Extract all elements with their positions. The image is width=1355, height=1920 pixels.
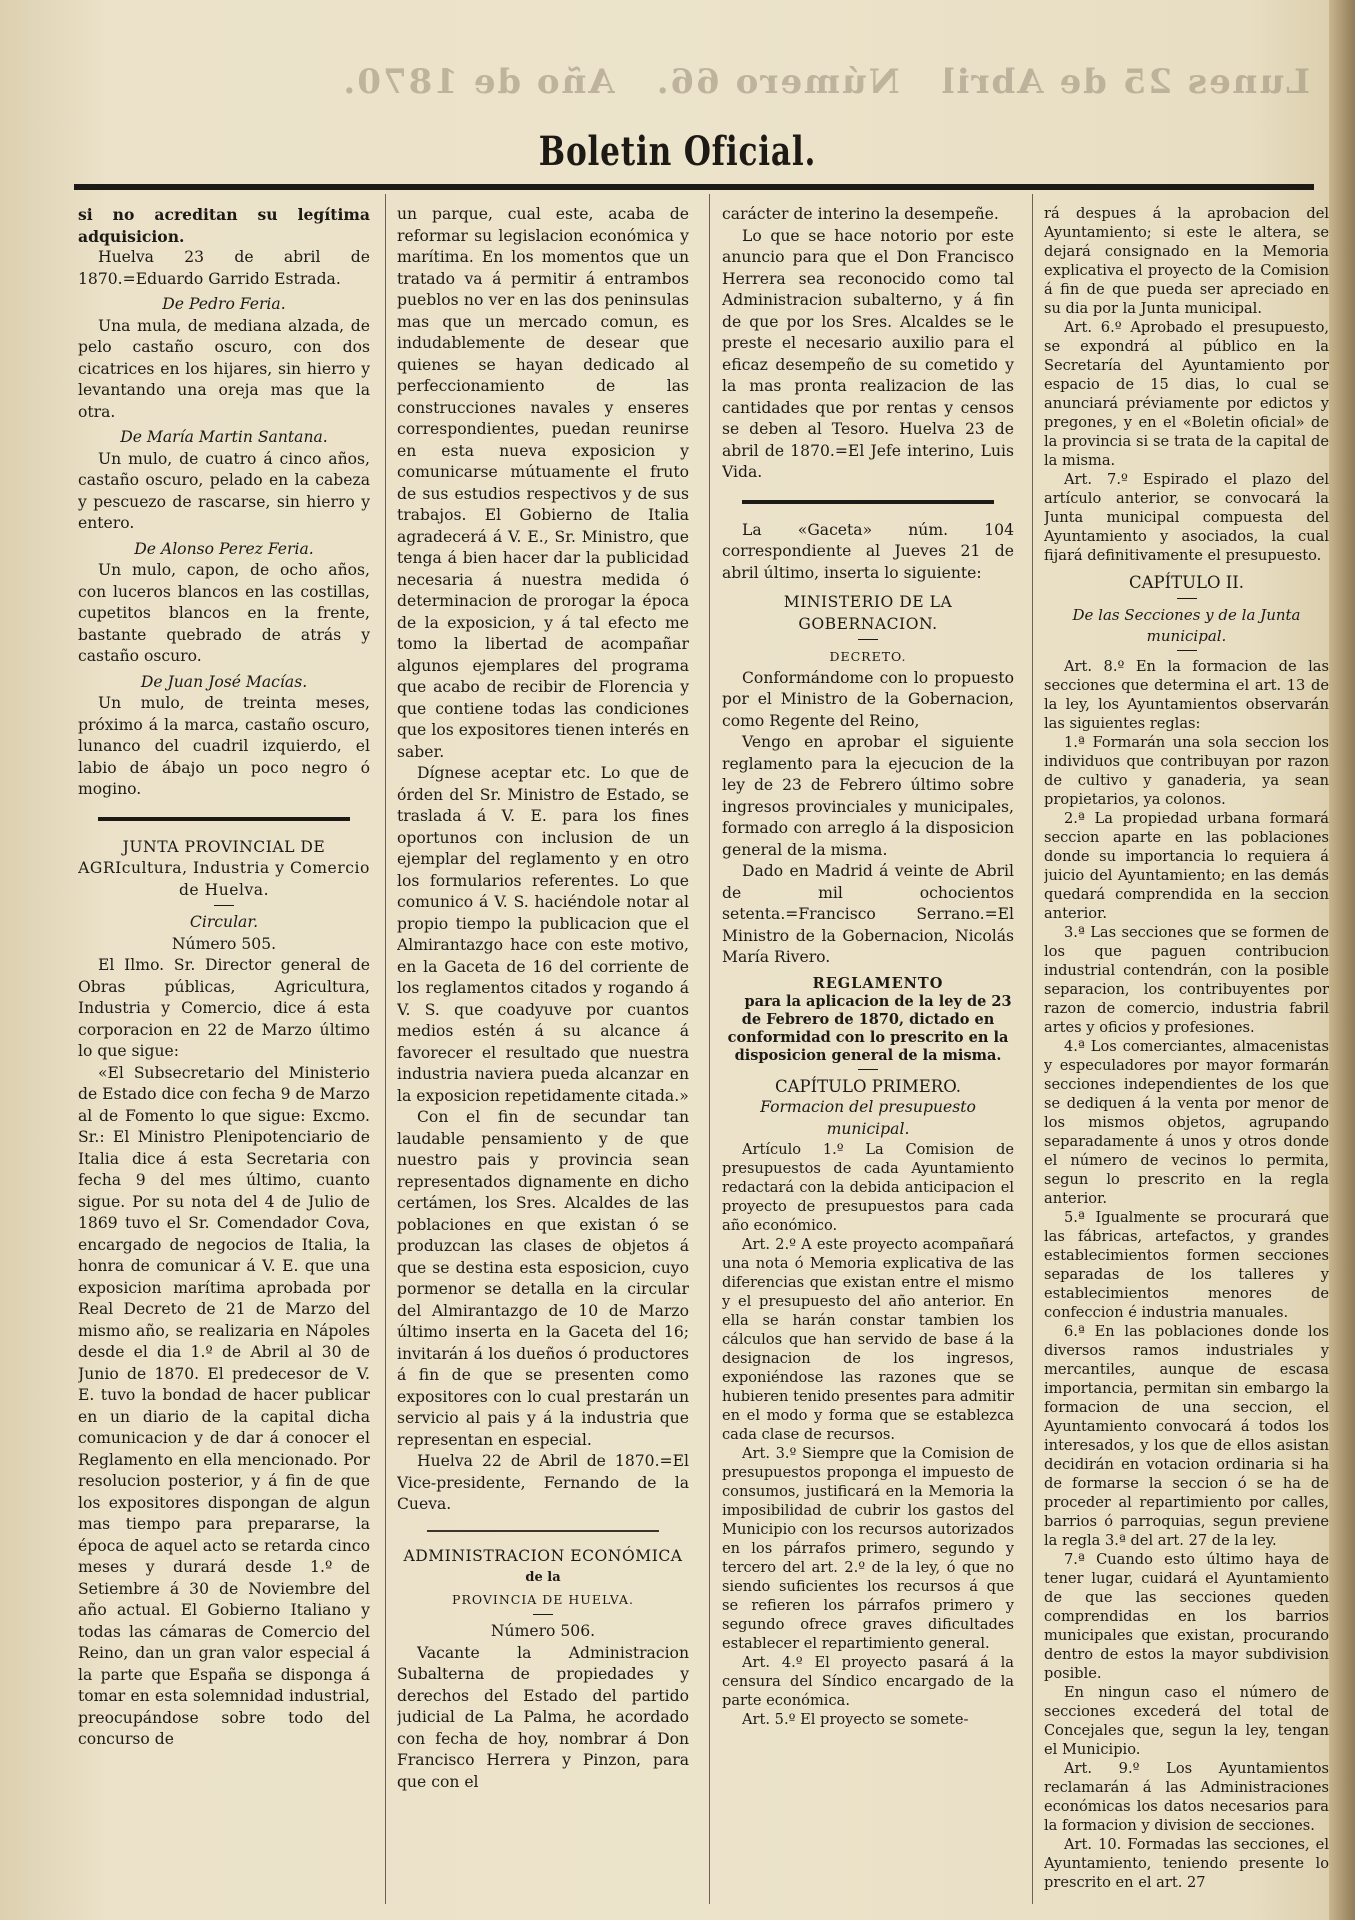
owner-heading: De Juan José Macías. bbox=[140, 672, 308, 691]
bleed-through-header bbox=[341, 62, 1310, 106]
paragraph: Conformándome con lo propuesto por el Ministro de la Gobernacion, como Regente del Reino, bbox=[722, 668, 1014, 730]
article: Art. 6.º Aprobado el presupuesto, se expondrá al público en la Secretaría del Ayuntamiento por espacio de 15 dias, lo cual se anunciará préviamente por edictos y pregones, y en el «Boletin oficial» de la provincia si se trata de la capital de la misma. bbox=[1044, 319, 1329, 469]
dash-divider bbox=[1177, 650, 1197, 651]
header-date: Lunes 25 de Abril bbox=[939, 62, 1310, 102]
book-spine bbox=[1329, 0, 1355, 1920]
column-1 bbox=[78, 204, 370, 1910]
rule-item: 5.ª Igualmente se procurará que las fábricas, artefactos, y grandes establecimientos formen secciones separadas de los talleres y establecimientos menores de confeccion é industria manuales. bbox=[1044, 1209, 1329, 1322]
document-number: Número 505. bbox=[171, 934, 277, 953]
header-number: Número 66. bbox=[654, 62, 900, 102]
paragraph: rá despues á la aprobacion del Ayuntamiento; si este le altera, se dejará consignado en la Memoria explicativa el proyecto de la Comision á fin de que pueda ser apreciado en su dia por la Junta municipal. bbox=[1044, 205, 1329, 317]
subheading: Circular. bbox=[189, 913, 259, 931]
section-rule bbox=[742, 500, 994, 504]
rule-item: 4.ª Los comerciantes, almacenistas y especuladores por mayor formarán secciones independientes de los que se dediquen á la venta por menor de los mismos objetos, agrupando separadamente á unos y otros donde el número de vecinos lo permita, segun lo prescrito en la regla anterior. bbox=[1044, 1038, 1329, 1208]
section-heading-de: de la bbox=[525, 1570, 561, 1585]
dash-divider bbox=[858, 1069, 878, 1070]
paragraph: un parque, cual este, acaba de reformar su legislacion económica y marítima. En los momentos que un tratado va á permitir á entrambos pueblos no ver en las dos peninsulas mas que un mercado comun, es indudablemente de desear que quienes se hayan dedicado al perfeccionamiento de las construcciones navales y enseres correspondientes, puedan reunirse en esta nueva exposicion y comunicarse mútuamente el fruto de sus estudios respectivos y de sus trabajos. El Gobierno de Italia agradecerá á V. E., Sr. Ministro, que tenga á bien hacer dar la publicidad necesaria á nuestra medida ó determinacion de prorogar la época de la exposicion, y á tal efecto me tomo la libertad de acompañar algunos ejemplares del programa que acabo de recibir de Florencia y que contiene todas las condiciones que los expositores tienen interés en saber. bbox=[397, 205, 689, 761]
article: Art. 2.º A este proyecto acompañará una nota ó Memoria explicativa de las diferencias que existan entre el mismo y el presupuesto del año anterior. En ella se harán constar tambien los cálculos que han servido de base á la designacion de los ingresos, exponiéndose las razones que se hubieren tenido presentes para admitir en el modo y forma que se establezca cada clase de recursos. bbox=[722, 1236, 1014, 1443]
paragraph: Con el fin de secundar tan laudable pensamiento y de que nuestro pais y provincia sean representados dignamente en dicho certámen, los Sres. Alcaldes de las poblaciones en que existan ó se produzcan las clases de objetos á que se destina esta esposicion, cuyo pormenor se detalla en la circular del Almirantazgo de 10 de Marzo último inserta en la Gaceta del 16; invitarán á los dueños ó productores á fin de que se presenten como expositores con lo cual prestarán un servicio al pais y á la industria que representan en especial. bbox=[397, 1108, 689, 1449]
rule-item: 7.ª Cuando esto último haya de tener lugar, cuidará el Ayuntamiento de que las secciones queden comprendidas en los barrios municipales que existan, procurando dentro de estos la mayor subdivision posible. bbox=[1044, 1551, 1329, 1683]
paragraph: El Ilmo. Sr. Director general de Obras públicas, Agricultura, Industria y Comercio, dice á esta corporacion en 22 de Marzo último lo que sigue: bbox=[78, 956, 370, 1060]
subheading: DECRETO. bbox=[829, 649, 907, 664]
section-heading: MINISTERIO DE LA GOBERNACION. bbox=[783, 593, 953, 633]
rule-item: 1.ª Formarán una sola seccion los individuos que contribuyan por razon de cultivo y ganaderia, ya sean propietarios, ya colonos. bbox=[1044, 734, 1329, 809]
paragraph: Un mulo, de treinta meses, próximo á la marca, castaño oscuro, lunanco del cuadril izquierdo, el labio de ábajo un poco negro ó mogino. bbox=[78, 694, 370, 798]
chapter-subtitle: De las Secciones y de la Junta municipal. bbox=[1072, 605, 1301, 645]
paragraph: Un mulo, de cuatro á cinco años, castaño oscuro, pelado en la cabeza y pescuezo de rascarse, sin hierro y entero. bbox=[78, 449, 370, 532]
column-divider bbox=[385, 194, 386, 1904]
owner-heading: De Pedro Feria. bbox=[162, 295, 286, 313]
section-heading: ADMINISTRACION ECONÓMICA bbox=[403, 1546, 683, 1565]
dash-divider bbox=[214, 905, 234, 906]
paragraph: «El Subsecretario del Ministerio de Estado dice con fecha 9 de Marzo al de Fomento lo que sigue: Excmo. Sr.: El Ministro Plenipotenciario de Italia dice á esta Secretaria con fecha 9 del mes último, cuanto sigue. Por su nota del 4 de Julio de 1869 tuvo el Sr. Comendador Cova, encargado de negocios de Italia, la honra de comunicar á V. E. que una exposicion marítima aprobada por Real Decreto de 21 de Marzo del mismo año, se realizaria en Nápoles desde el dia 1.º de Abril al 30 de Junio de 1870. El predecesor de V. E. tuvo la bondad de hacer publicar en un diario de la capital dicha comunicacion y de dar á conocer el Reglamento en ella mencionado. Por resolucion posterior, y á fin de que los expositores dispongan de algun mas tiempo para prepararse, la época de aquel acto se retarda cinco meses y durará desde 1.º de Setiembre á 30 de Noviembre del año actual. El Gobierno Italiano y todas las cámaras de Comercio del Reino, dan un gran valor especial á la parte que España se disponga á tomar en esta solemnidad industrial, preocupándose sobre todo del concurso de bbox=[78, 1063, 370, 1748]
column-divider bbox=[1032, 194, 1033, 1904]
chapter-subtitle: Formacion del presupuesto municipal. bbox=[760, 1098, 976, 1138]
article: Art. 5.º El proyecto se somete- bbox=[742, 1711, 969, 1728]
article: Art. 4.º El proyecto pasará á la censura del Síndico encargado de la parte económica. bbox=[722, 1654, 1014, 1709]
regulation-subtitle: para la aplicacion de la ley de 23 de Febrero de 1870, dictado en conformidad con lo prescrito en la disposicion general de la misma. bbox=[727, 992, 1012, 1064]
paragraph: Dado en Madrid á veinte de Abril de mil ochocientos setenta.=Francisco Serrano.=El Ministro de la Gobernacion, Nicolás María Rivero. bbox=[722, 862, 1014, 966]
article: Art. 3.º Siempre que la Comision de presupuestos proponga el impuesto de consumos, justificará en la Memoria la imposibilidad de cubrir los gastos del Municipio con los recursos autorizados en los párrafos primero, segundo y tercero del art. 2.º de la ley, ó que no siendo suficientes los recursos á que se refieren los párrafos primero y segundo ofrece graves dificultades establecer el repartimiento general. bbox=[722, 1445, 1014, 1652]
document-number: Número 506. bbox=[490, 1622, 596, 1640]
dash-divider bbox=[533, 1614, 553, 1615]
paragraph: Un mulo, capon, de ocho años, con luceros blancos en las costillas, cupetitos blancos en la frente, bastante quebrado de atrás y castaño oscuro. bbox=[78, 561, 370, 665]
masthead-rule bbox=[74, 184, 1314, 190]
section-heading: JUNTA PROVINCIAL DE AGRIcultura, Industria y Comercio de Huelva. bbox=[78, 837, 370, 899]
chapter-heading: CAPÍTULO PRIMERO. bbox=[774, 1076, 961, 1096]
paragraph: Vacante la Administracion Subalterna de propiedades y derechos del Estado del partido judicial de La Palma, he acordado con fecha de hoy, nombrar á Don Francisco Herrera y Pinzon, para que con el bbox=[397, 1643, 689, 1791]
section-heading-province: PROVINCIA DE HUELVA. bbox=[452, 1591, 634, 1607]
paragraph: Vengo en aprobar el siguiente reglamento para la ejecucion de la ley de 23 de Febrero último sobre ingresos provinciales y municipales, formado con arreglo á la disposicion general de la misma. bbox=[722, 733, 1014, 859]
column-4 bbox=[1044, 204, 1329, 1910]
page-title: Boletin Oficial. bbox=[538, 128, 817, 175]
article: Art. 9.º Los Ayuntamientos reclamarán á las Administraciones económicas los datos necesarios para la formacion y division de secciones. bbox=[1044, 1760, 1329, 1835]
paragraph: Lo que se hace notorio por este anuncio para que el Don Francisco Herrera sea reconocido como tal Administracion subalterno, y á fin de que por los Sres. Alcaldes se le preste el necesario auxilio para el eficaz desempeño de su cometido y la mas pronta realizacion de las cantidades que por rentas y censos se deben al Tesoro. Huelva 23 de abril de 1870.=El Jefe interino, Luis Vida. bbox=[722, 226, 1014, 481]
paragraph: En ningun caso el número de secciones excederá del total de Concejales que, segun la ley, tengan el Municipio. bbox=[1044, 1684, 1329, 1759]
header-year: Año de 1870. bbox=[341, 62, 615, 102]
regulation-title: REGLAMENTO bbox=[812, 974, 944, 992]
owner-heading: De Alonso Perez Feria. bbox=[134, 539, 314, 558]
paragraph: si no acreditan su legítima adquisicion. bbox=[78, 205, 370, 246]
signature: Huelva 22 de Abril de 1870.=El Vice-presidente, Fernando de la Cueva. bbox=[397, 1452, 689, 1513]
chapter-heading: CAPÍTULO II. bbox=[1128, 573, 1245, 592]
paragraph: La «Gaceta» núm. 104 correspondiente al Jueves 21 de abril último, inserta lo siguiente: bbox=[722, 520, 1014, 582]
column-divider bbox=[709, 194, 710, 1904]
article: Art. 8.º En la formacion de las secciones que determina el art. 13 de la ley, los Ayuntamientos observarán las siguientes reglas: bbox=[1044, 658, 1329, 733]
paragraph: Dígnese aceptar etc. Lo que de órden del Sr. Ministro de Estado, se traslada á V. E. para los fines oportunos con inclusion de un ejemplar del reglamento y en otro los formularios referentes. Lo que comunico á V. S. haciéndole notar al propio tiempo la publicacion que el Almirantazgo hace con este motivo, en la Gaceta de 16 del corriente de los reglamentos citados y rogando á V. S. que coadyuve por cuantos medios estén á su alcance á favorecer el resultado que nuestra industria naviera pueda alcanzar en la exposicion repetidamente citada.» bbox=[397, 764, 689, 1105]
section-rule bbox=[427, 1530, 659, 1532]
column-3 bbox=[722, 204, 1014, 1910]
signature: Huelva 23 de abril de 1870.=Eduardo Garrido Estrada. bbox=[78, 248, 370, 288]
section-rule bbox=[98, 817, 350, 821]
dash-divider bbox=[858, 639, 878, 640]
column-2 bbox=[397, 204, 689, 1910]
article: Art. 7.º Espirado el plazo del artículo anterior, se convocará la Junta municipal compuesta del Ayuntamiento y asociados, la cual fijará definitivamente el presupuesto. bbox=[1044, 471, 1329, 564]
rule-item: 6.ª En las poblaciones donde los diversos ramos industriales y mercantiles, aunque de escasa importancia, permitan sin embargo la formacion de una seccion, el Ayuntamiento convocará á todos los interesados, y los que de ellos asistan decidirán en votacion ordinaria si ha de formarse la seccion ó se ha de proceder al repartimiento por calles, barrios ó parroquias, segun previene la regla 3.ª del art. 27 de la ley. bbox=[1044, 1323, 1329, 1550]
article: Artículo 1.º La Comision de presupuestos de cada Ayuntamiento redactará con la debida anticipacion el proyecto de presupuestos para cada año económico. bbox=[722, 1141, 1014, 1234]
paragraph: carácter de interino la desempeñe. bbox=[722, 205, 999, 223]
rule-item: 2.ª La propiedad urbana formará seccion aparte en las poblaciones donde su importancia lo requiera á juicio del Ayuntamiento; en las demás quedará comprendida en la seccion anterior. bbox=[1044, 810, 1329, 923]
owner-heading: De María Martin Santana. bbox=[120, 428, 328, 446]
rule-item: 3.ª Las secciones que se formen de los que paguen contribucion industrial contendrán, con la posible separacion, los contribuyentes por razon de comercio, industria fabril artes y oficios y profesiones. bbox=[1044, 924, 1329, 1037]
dash-divider bbox=[1177, 598, 1197, 599]
paragraph: Una mula, de mediana alzada, de pelo castaño oscuro, con dos cicatrices en los hijares, sin hierro y levantando una oreja mas que la otra. bbox=[78, 316, 370, 421]
article: Art. 10. Formadas las secciones, el Ayuntamiento, teniendo presente lo prescrito en el art. 27 bbox=[1044, 1836, 1329, 1892]
